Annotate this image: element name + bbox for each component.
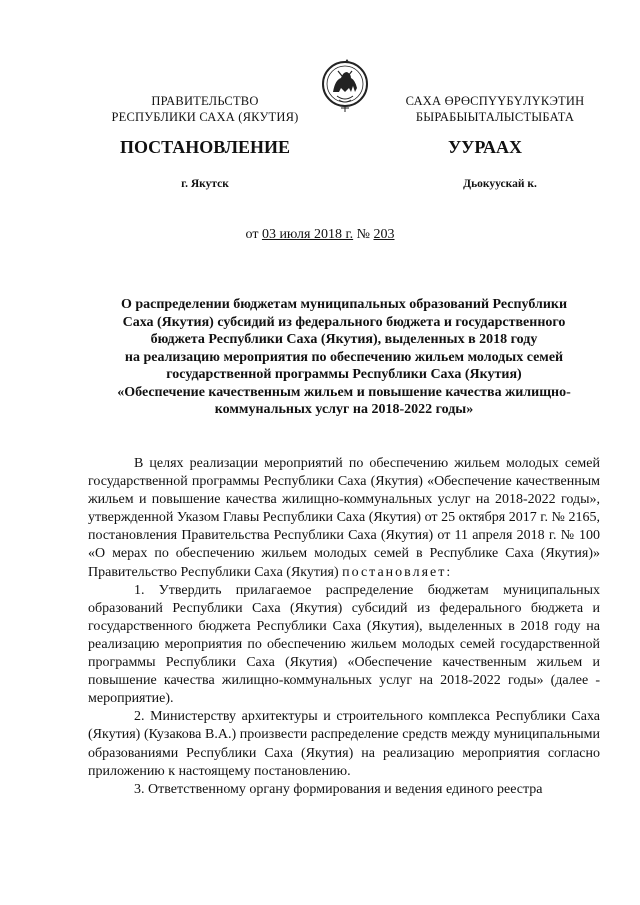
header-left-line2: РЕСПУБЛИКИ САХА (ЯКУТИЯ) [111,110,299,124]
document-date: 03 июля 2018 г. [261,227,354,242]
coat-of-arms-icon [321,58,369,114]
title-line: «Обеспечение качественным жильем и повышение качества жилищно- [117,384,571,400]
paragraph-3: 3. Ответственному органу формирования и ведения единого реестра [134,781,543,797]
title-line: бюджета Республики Саха (Якутия), выделенных в 2018 году [150,332,538,347]
header-right [385,93,605,125]
number-prefix: № [353,227,374,242]
title-line: государственной программы Республики Саха (Якутия) [166,367,522,382]
city-russian: г. Якутск [181,178,229,190]
document-body [88,455,600,799]
header-left [100,93,310,125]
header-left-line1: ПРАВИТЕЛЬСТВО [151,94,259,108]
city-yakut: Дьокуускай к. [463,178,537,190]
title-line: коммунальных услуг на 2018-2022 годы» [214,402,474,417]
intro-text: В целях реализации мероприятий по обеспечению жильем молодых семей государственной программы Республики Саха (Якутия) «Обеспечение качественным жильем и повышение качества жилищно-коммунальных услуг на 2018-2022 годы», утвержденной Указом Главы Республики Саха (Якутия) от 25 октября 2017 г. № 2165, постановления Правительства Республики Саха (Якутия) от 11 апреля 2018 г. № 100 «О мерах по обеспечению жильем молодых семей в Республике Саха (Якутия)» Правительство Республики Саха (Якутия) [88,456,600,580]
resolves-word: постановляет: [342,564,453,580]
document-number: 203 [373,227,395,242]
title-line: на реализацию мероприятия по обеспечению жильем молодых семей [124,349,564,365]
date-line [0,227,640,243]
title-line: Саха (Якутия) субсидий из федерального бюджета и государственного [122,314,566,330]
document-title [84,296,604,419]
doc-type-russian: ПОСТАНОВЛЕНИЕ [119,137,291,157]
intro-paragraph [88,455,600,582]
title-line: О распределении бюджетам муниципальных образований Республики [120,297,568,312]
paragraph-2: 2. Министерству архитектуры и строительного комплекса Республики Саха (Якутия) (Кузакова В.А.) произвести распределение средств между муниципальными образованиями Республики Саха (Якутия) на реализацию мероприятия согласно приложению к настоящему постановлению. [88,709,600,779]
doc-type-yakut: УУРААХ [447,137,523,157]
header-right-line1: САХА ӨРӨСПҮҮБҮЛҮКЭТИН [405,94,585,108]
header-right-line2: БЫРАБЫЫТАЛЫСТЫБАТА [415,110,575,124]
paragraph-1: 1. Утвердить прилагаемое распределение бюджетам муниципальных образований Республики Саха (Якутия) субсидий из федерального бюджета и государственного бюджета Республики Саха (Якутия), выделенных в 2018 году на реализацию мероприятия по обеспечению жильем молодых семей государственной программы Республики Саха (Якутия) «Обеспечение качественным жильем и повышение качества жилищно-коммунальных услуг на 2018-2022 годы» (далее - мероприятие). [88,582,600,707]
date-prefix: от [245,227,262,242]
